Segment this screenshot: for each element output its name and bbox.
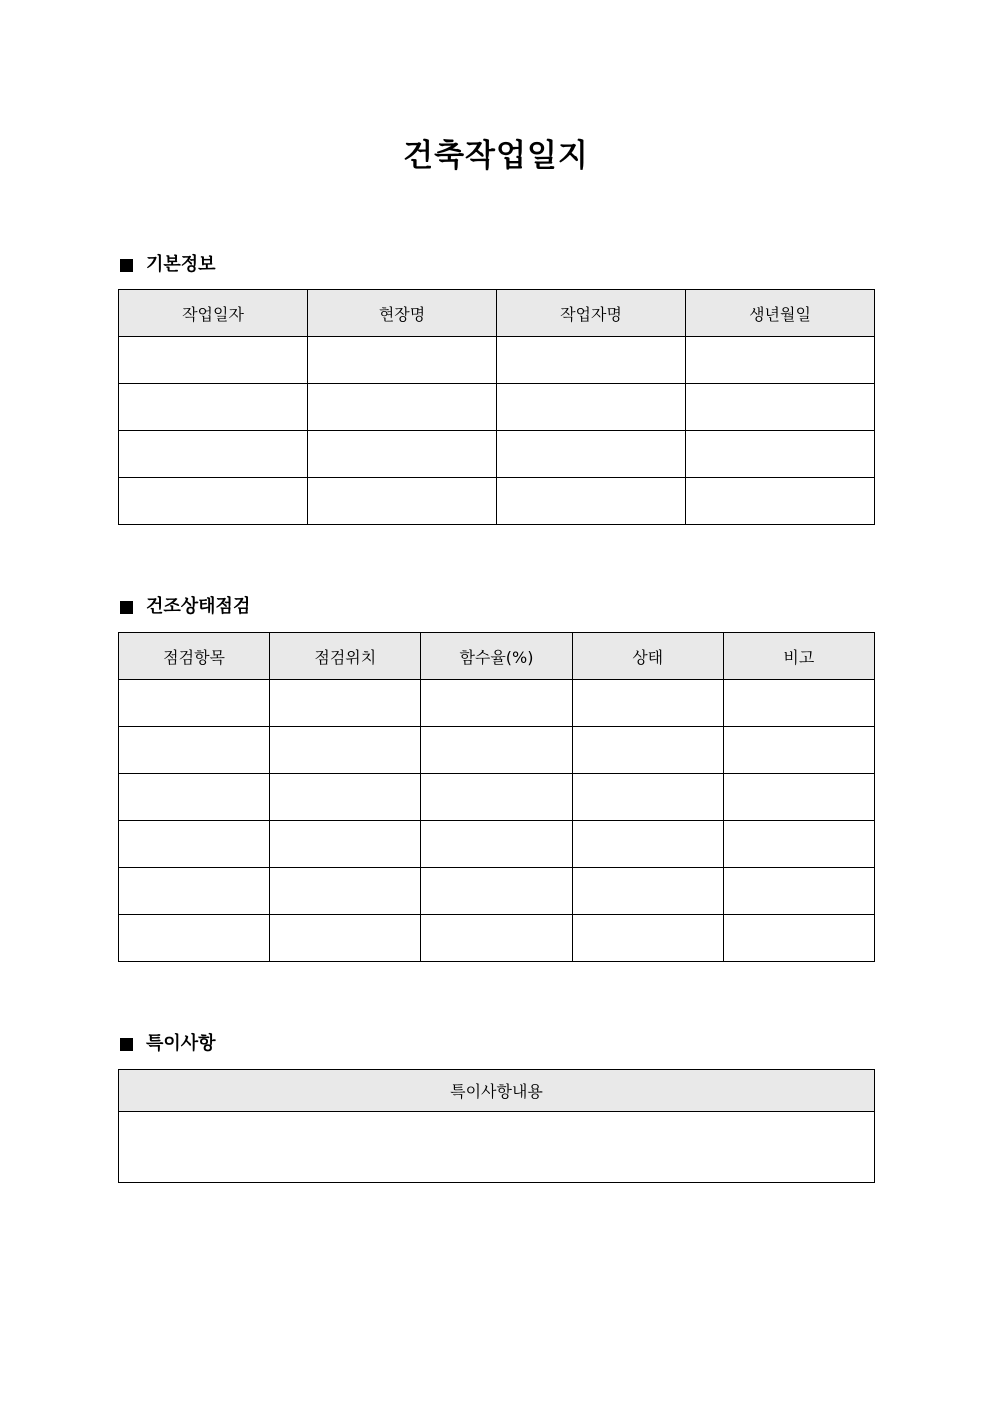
section-heading-notes bbox=[119, 1032, 216, 1056]
square-bullet-icon bbox=[120, 259, 133, 272]
table-cell[interactable] bbox=[686, 431, 875, 478]
column-header: 작업일자 bbox=[119, 290, 308, 337]
table-cell[interactable] bbox=[572, 868, 723, 915]
table-cell[interactable] bbox=[119, 680, 270, 727]
column-header: 상태 bbox=[572, 633, 723, 680]
table-cell[interactable] bbox=[421, 868, 572, 915]
table-cell[interactable] bbox=[119, 821, 270, 868]
table-cell[interactable] bbox=[723, 680, 874, 727]
column-header: 생년월일 bbox=[686, 290, 875, 337]
table-cell[interactable] bbox=[421, 680, 572, 727]
section-heading-label: 기본정보 bbox=[146, 254, 216, 275]
table-row bbox=[119, 431, 875, 478]
table-row bbox=[119, 821, 875, 868]
table-cell[interactable] bbox=[270, 915, 421, 962]
table-cell[interactable] bbox=[119, 337, 308, 384]
table-cell[interactable] bbox=[270, 727, 421, 774]
section-heading-label: 특이사항 bbox=[146, 1033, 216, 1054]
table-cell[interactable] bbox=[421, 727, 572, 774]
table-cell[interactable] bbox=[119, 478, 308, 525]
table-row bbox=[119, 680, 875, 727]
table-cell[interactable] bbox=[497, 431, 686, 478]
table-cell[interactable] bbox=[119, 431, 308, 478]
column-header: 비고 bbox=[723, 633, 874, 680]
table-header-row bbox=[119, 633, 875, 680]
notes-content-cell[interactable] bbox=[119, 1112, 875, 1183]
section-heading-basic-info bbox=[119, 253, 216, 277]
table-cell[interactable] bbox=[572, 915, 723, 962]
section-heading-dry-check bbox=[119, 595, 250, 619]
dry-check-table bbox=[118, 632, 875, 962]
table-cell[interactable] bbox=[572, 680, 723, 727]
table-cell[interactable] bbox=[572, 774, 723, 821]
square-bullet-icon bbox=[120, 1038, 133, 1051]
table-row bbox=[119, 337, 875, 384]
notes-table bbox=[118, 1069, 875, 1183]
basic-info-table bbox=[118, 289, 875, 525]
table-cell[interactable] bbox=[308, 384, 497, 431]
table-cell[interactable] bbox=[119, 727, 270, 774]
column-header: 작업자명 bbox=[497, 290, 686, 337]
table-header-row bbox=[119, 1070, 875, 1112]
table-cell[interactable] bbox=[270, 821, 421, 868]
table-cell[interactable] bbox=[686, 337, 875, 384]
table-cell[interactable] bbox=[421, 774, 572, 821]
table-cell[interactable] bbox=[119, 774, 270, 821]
table-cell[interactable] bbox=[270, 868, 421, 915]
table-cell[interactable] bbox=[119, 384, 308, 431]
table-cell[interactable] bbox=[421, 915, 572, 962]
table-row bbox=[119, 868, 875, 915]
table-row bbox=[119, 1112, 875, 1183]
page-title: 건축작업일지 bbox=[403, 138, 589, 174]
table-cell[interactable] bbox=[723, 821, 874, 868]
table-cell[interactable] bbox=[308, 337, 497, 384]
table-cell[interactable] bbox=[119, 868, 270, 915]
column-header: 현장명 bbox=[308, 290, 497, 337]
table-row bbox=[119, 727, 875, 774]
square-bullet-icon bbox=[120, 601, 133, 614]
table-cell[interactable] bbox=[270, 774, 421, 821]
column-header: 함수율(%) bbox=[421, 633, 572, 680]
table-cell[interactable] bbox=[497, 384, 686, 431]
table-cell[interactable] bbox=[723, 868, 874, 915]
table-cell[interactable] bbox=[686, 478, 875, 525]
table-cell[interactable] bbox=[572, 727, 723, 774]
table-cell[interactable] bbox=[119, 915, 270, 962]
table-cell[interactable] bbox=[686, 384, 875, 431]
table-row bbox=[119, 478, 875, 525]
column-header: 점검위치 bbox=[270, 633, 421, 680]
section-heading-label: 건조상태점검 bbox=[146, 596, 251, 617]
table-cell[interactable] bbox=[723, 727, 874, 774]
table-cell[interactable] bbox=[572, 821, 723, 868]
table-cell[interactable] bbox=[270, 680, 421, 727]
table-row bbox=[119, 384, 875, 431]
table-row bbox=[119, 774, 875, 821]
table-cell[interactable] bbox=[308, 431, 497, 478]
column-header: 점검항목 bbox=[119, 633, 270, 680]
table-cell[interactable] bbox=[723, 774, 874, 821]
table-cell[interactable] bbox=[723, 915, 874, 962]
table-cell[interactable] bbox=[497, 478, 686, 525]
table-row bbox=[119, 915, 875, 962]
table-cell[interactable] bbox=[421, 821, 572, 868]
table-cell[interactable] bbox=[308, 478, 497, 525]
column-header: 특이사항내용 bbox=[119, 1070, 875, 1112]
table-cell[interactable] bbox=[497, 337, 686, 384]
table-header-row bbox=[119, 290, 875, 337]
